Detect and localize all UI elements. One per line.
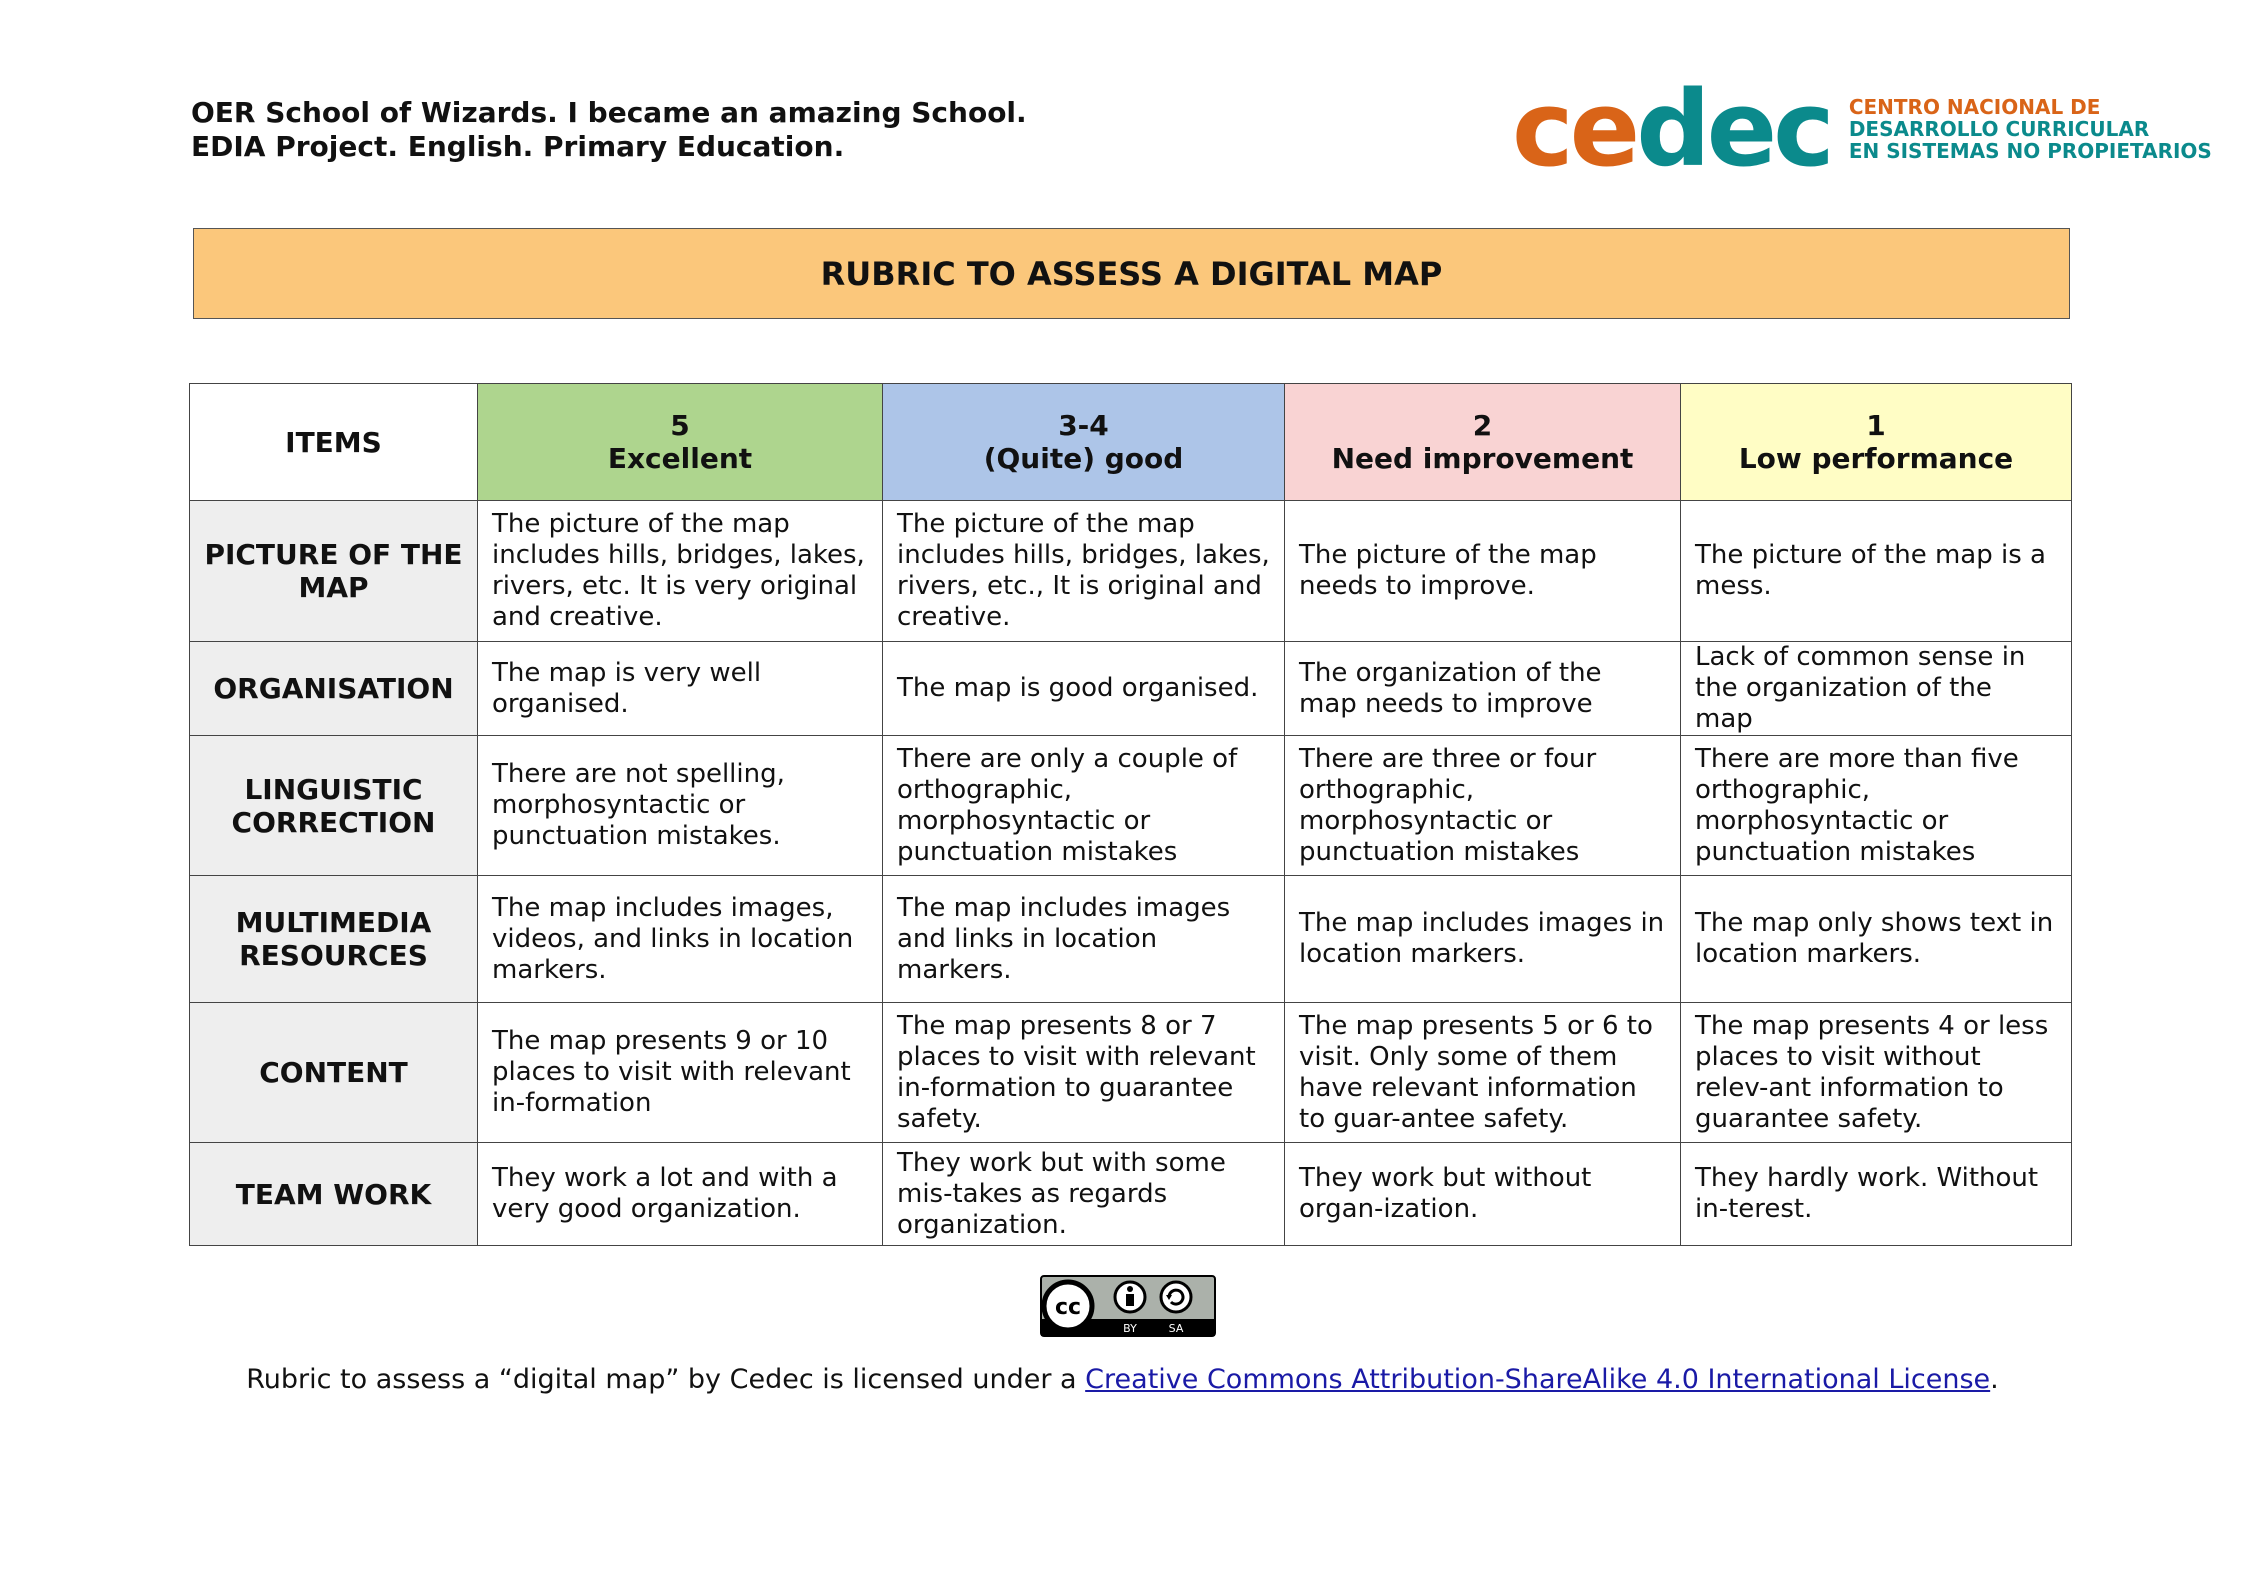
license-prefix: Rubric to assess a “digital map” by Cedec is licensed under a — [246, 1364, 1086, 1395]
cell-score-3-4: There are only a couple of orthographic, morphosyntactic or punctuation mistakes — [883, 736, 1285, 876]
header-2-score: 2 — [1472, 409, 1493, 442]
cell-score-3-4: The map presents 8 or 7 places to visit with relevant in-formation to guarantee safety. — [883, 1003, 1285, 1143]
header-line-2: EDIA Project. English. Primary Education. — [191, 130, 845, 163]
logo-word-part2: dec — [1636, 68, 1831, 190]
cell-score-2: The map presents 5 or 6 to visit. Only some of them have relevant information to guar-antee safety. — [1285, 1003, 1681, 1143]
row-item-label: CONTENT — [190, 1003, 478, 1143]
logo-sub-line2: DESARROLLO CURRICULAR — [1848, 117, 2150, 141]
svg-text:cc: cc — [1054, 1295, 1082, 1320]
cell-score-2: There are three or four orthographic, morphosyntactic or punctuation mistakes — [1285, 736, 1681, 876]
header-5-score: 5 — [670, 409, 690, 442]
cell-score-1: The picture of the map is a mess. — [1681, 501, 2072, 642]
cell-score-3-4: The picture of the map includes hills, bridges, lakes, rivers, etc., It is original and creative. — [883, 501, 1285, 642]
header-2-label: Need improvement — [1331, 442, 1634, 475]
header-34-label: (Quite) good — [983, 442, 1184, 475]
cell-score-5: They work a lot and with a very good organization. — [478, 1143, 883, 1246]
table-row — [190, 1143, 2072, 1246]
cell-score-1: They hardly work. Without in-terest. — [1681, 1143, 2072, 1246]
logo-word-part1: ce — [1512, 68, 1637, 190]
cell-score-5: The map includes images, videos, and links in location markers. — [478, 876, 883, 1003]
logo-sub-line3: EN SISTEMAS NO PROPIETARIOS — [1848, 139, 2212, 163]
license-link[interactable]: Creative Commons Attribution-ShareAlike 4.0 International License — [1085, 1364, 1991, 1395]
cell-score-3-4: The map is good organised. — [883, 642, 1285, 736]
table-row — [190, 736, 2072, 876]
cell-score-5: The map presents 9 or 10 places to visit with relevant in-formation — [478, 1003, 883, 1143]
row-item-label: PICTURE OF THE MAP — [190, 501, 478, 642]
cc-by-sa-badge[interactable] — [1040, 1275, 1216, 1337]
cell-score-1: There are more than five orthographic, morphosyntactic or punctuation mistakes — [1681, 736, 2072, 876]
header-score-5 — [478, 384, 883, 501]
cell-score-2: The organization of the map needs to improve — [1285, 642, 1681, 736]
cell-score-3-4: They work but with some mis-takes as regards organization. — [883, 1143, 1285, 1246]
cell-score-1: Lack of common sense in the organization of the map — [1681, 642, 2072, 736]
header-items-label: ITEMS — [285, 425, 382, 459]
cell-score-2: The picture of the map needs to improve. — [1285, 501, 1681, 642]
logo-subtitle — [1849, 96, 2212, 162]
row-item-label: ORGANISATION — [190, 642, 478, 736]
cell-score-5: The picture of the map includes hills, bridges, lakes, rivers, etc. It is very original and creative. — [478, 501, 883, 642]
license-suffix: . — [1990, 1364, 1999, 1395]
table-row — [190, 501, 2072, 642]
page-title: RUBRIC TO ASSESS A DIGITAL MAP — [820, 254, 1443, 293]
logo-sub-line1: CENTRO NACIONAL DE — [1848, 95, 2101, 119]
document-header — [191, 96, 1027, 164]
badge-by-text: BY — [1123, 1322, 1137, 1335]
title-banner — [193, 228, 2070, 319]
header-1-score: 1 — [1866, 409, 1886, 442]
rubric-table — [189, 383, 2072, 1246]
cell-score-5: There are not spelling, morphosyntactic or punctuation mistakes. — [478, 736, 883, 876]
header-score-2 — [1285, 384, 1681, 501]
table-header-row — [190, 384, 2072, 501]
header-score-1 — [1681, 384, 2072, 501]
cedec-logo — [1512, 68, 2212, 190]
cell-score-3-4: The map includes images and links in location markers. — [883, 876, 1285, 1003]
header-score-3-4 — [883, 384, 1285, 501]
header-items — [190, 384, 478, 501]
header-5-label: Excellent — [607, 442, 753, 475]
row-item-label: MULTIMEDIA RESOURCES — [190, 876, 478, 1003]
cc-license-icon — [1040, 1275, 1216, 1337]
cell-score-1: The map only shows text in location markers. — [1681, 876, 2072, 1003]
table-row — [190, 876, 2072, 1003]
row-item-label: LINGUISTIC CORRECTION — [190, 736, 478, 876]
row-item-label: TEAM WORK — [190, 1143, 478, 1246]
header-34-score: 3-4 — [1058, 409, 1109, 442]
cell-score-2: The map includes images in location markers. — [1285, 876, 1681, 1003]
table-row — [190, 1003, 2072, 1143]
cell-score-5: The map is very well organised. — [478, 642, 883, 736]
header-line-1: OER School of Wizards. I became an amazing School. — [191, 96, 1027, 129]
license-notice — [0, 1364, 2245, 1395]
cell-score-2: They work but without organ-ization. — [1285, 1143, 1681, 1246]
table-row — [190, 642, 2072, 736]
cell-score-1: The map presents 4 or less places to visit without relev-ant information to guarantee safety. — [1681, 1003, 2072, 1143]
logo-wordmark — [1512, 68, 1831, 190]
badge-sa-text: SA — [1168, 1322, 1184, 1335]
header-1-label: Low performance — [1738, 442, 2014, 475]
